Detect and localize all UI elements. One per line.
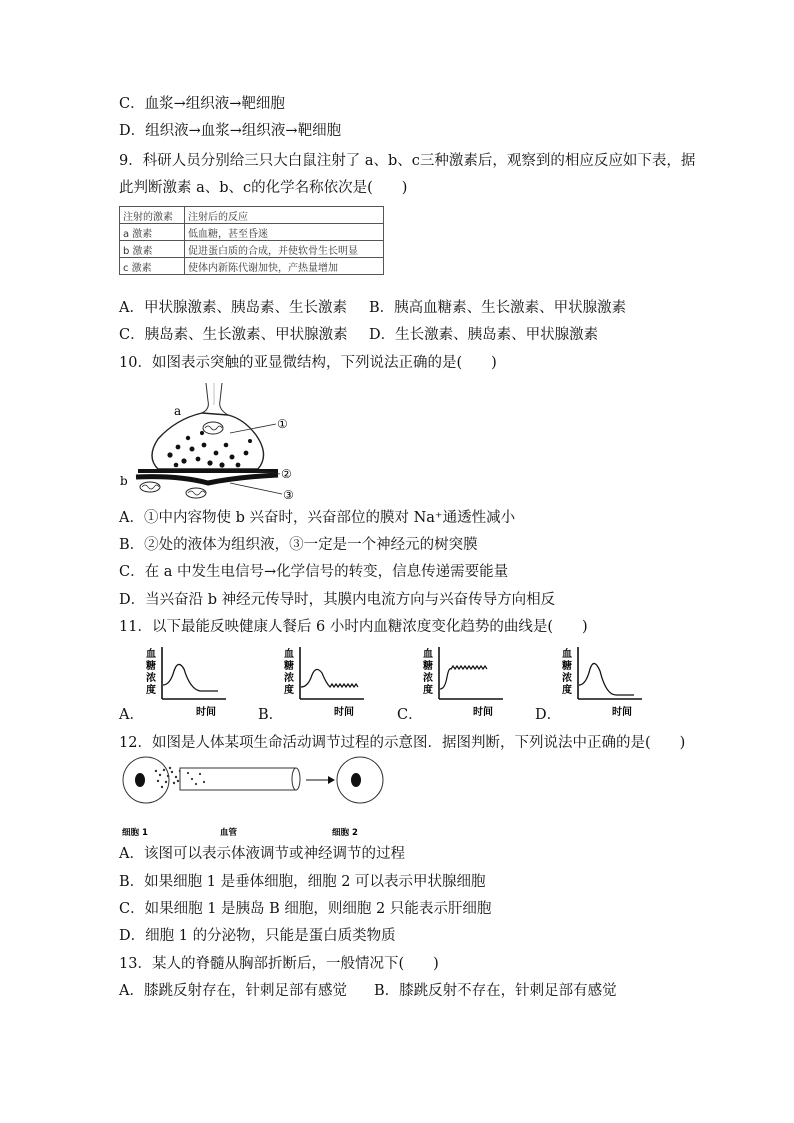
table-row — [120, 224, 384, 241]
q10-stem: 10．如图表示突触的亚显微结构，下列说法正确的是( ) — [119, 355, 497, 371]
ylabel-char: 浓 — [423, 673, 433, 684]
label-a: a — [174, 404, 182, 418]
caption-blood-vessel: 血管 — [220, 828, 238, 838]
xlabel: 时间 — [196, 707, 216, 718]
ylabel-char: 糖 — [562, 661, 572, 672]
q9-stem-line2: 此判断激素 a、b、c的化学名称依次是( ) — [119, 180, 408, 196]
q10-option-a: A．①中内容物使 b 兴奋时，兴奋部位的膜对 Na⁺通透性减小 — [119, 510, 516, 526]
q9-stem-line1: 9．科研人员分别给三只大白鼠注射了 a、b、c三种激素后，观察到的相应反应如下表，据 — [119, 153, 696, 169]
table-row — [120, 258, 384, 275]
table-header-row — [120, 207, 384, 224]
label-b: b — [120, 474, 128, 488]
q9-option-c: C．胰岛素、生长激素、甲状腺激素 — [119, 327, 348, 343]
xlabel: 时间 — [334, 707, 354, 718]
q10-option-d: D．当兴奋沿 b 神经元传导时，其膜内电流方向与兴奋传导方向相反 — [119, 592, 556, 608]
table-cell: b 激素 — [120, 241, 185, 258]
table-cell: c 激素 — [120, 258, 185, 275]
q9-option-a: A．甲状腺激素、胰岛素、生长激素 — [119, 300, 347, 316]
table-cell: 低血糖，甚至昏迷 — [185, 224, 384, 241]
q10-option-c: C．在 a 中发生电信号→化学信号的转变，信息传递需要能量 — [119, 564, 509, 580]
ylabel-char: 度 — [423, 685, 433, 696]
ylabel-char: 浓 — [284, 673, 294, 684]
table-cell: 使体内新陈代谢加快，产热量增加 — [185, 258, 384, 275]
xlabel: 时间 — [473, 707, 493, 718]
q12-option-a: A．该图可以表示体液调节或神经调节的过程 — [119, 846, 405, 862]
marker-1: ① — [277, 417, 288, 431]
q11-letter-a: A． — [119, 707, 144, 723]
curve-chart-d — [560, 645, 650, 720]
marker-2: ② — [281, 467, 292, 481]
curve-chart-c — [421, 645, 511, 720]
q8-option-c: C．血浆→组织液→靶细胞 — [119, 96, 285, 112]
ylabel-char: 糖 — [284, 661, 294, 672]
q11-letter-c: C． — [397, 707, 423, 723]
ylabel-char: 度 — [284, 685, 294, 696]
synapse-diagram — [118, 383, 308, 503]
q12-option-b: B．如果细胞 1 是垂体细胞，细胞 2 可以表示甲状腺细胞 — [119, 874, 486, 890]
ylabel-char: 度 — [146, 685, 156, 696]
q12-option-d: D．细胞 1 的分泌物，只能是蛋白质类物质 — [119, 928, 396, 944]
xlabel: 时间 — [612, 707, 632, 718]
caption-cell-2: 细胞 2 — [332, 828, 358, 838]
table-cell: a 激素 — [120, 224, 185, 241]
regulation-diagram — [118, 756, 388, 840]
q12-option-c: C．如果细胞 1 是胰岛 B 细胞，则细胞 2 只能表示肝细胞 — [119, 901, 492, 917]
ylabel-char: 血 — [562, 649, 572, 660]
q9-option-b: B．胰高血糖素、生长激素、甲状腺激素 — [369, 300, 627, 316]
ylabel-char: 血 — [423, 649, 433, 660]
q12-stem: 12．如图是人体某项生命活动调节过程的示意图．据图判断，下列说法中正确的是( ) — [119, 735, 686, 751]
q13-option-b: B．膝跳反射不存在，针刺足部有感觉 — [374, 983, 617, 999]
ylabel-char: 浓 — [146, 673, 156, 684]
table-cell: 促进蛋白质的合成，并使软骨生长明显 — [185, 241, 384, 258]
q9-hormone-table — [119, 206, 384, 275]
curve-chart-b — [282, 645, 372, 720]
table-header-cell: 注射后的反应 — [185, 207, 384, 224]
q11-letter-b: B． — [258, 707, 284, 723]
ylabel-char: 糖 — [146, 661, 156, 672]
q13-stem: 13．某人的脊髓从胸部折断后，一般情况下( ) — [119, 956, 439, 972]
table-header-cell: 注射的激素 — [120, 207, 185, 224]
marker-3: ③ — [283, 488, 294, 502]
q11-stem: 11．以下最能反映健康人餐后 6 小时内血糖浓度变化趋势的曲线是( ) — [119, 619, 588, 635]
ylabel-char: 糖 — [423, 661, 433, 672]
ylabel-char: 浓 — [562, 673, 572, 684]
ylabel-char: 血 — [284, 649, 294, 660]
ylabel-char: 度 — [562, 685, 572, 696]
q10-option-b: B．②处的液体为组织液，③一定是一个神经元的树突膜 — [119, 537, 478, 553]
q13-option-a: A．膝跳反射存在，针刺足部有感觉 — [119, 983, 347, 999]
q11-letter-d: D． — [535, 707, 562, 723]
ylabel-char: 血 — [146, 649, 156, 660]
table-row — [120, 241, 384, 258]
q8-option-d: D．组织液→血浆→组织液→靶细胞 — [119, 123, 342, 139]
curve-chart-a — [144, 645, 234, 720]
q9-option-d: D．生长激素、胰岛素、甲状腺激素 — [369, 327, 599, 343]
caption-cell-1: 细胞 1 — [122, 828, 148, 838]
